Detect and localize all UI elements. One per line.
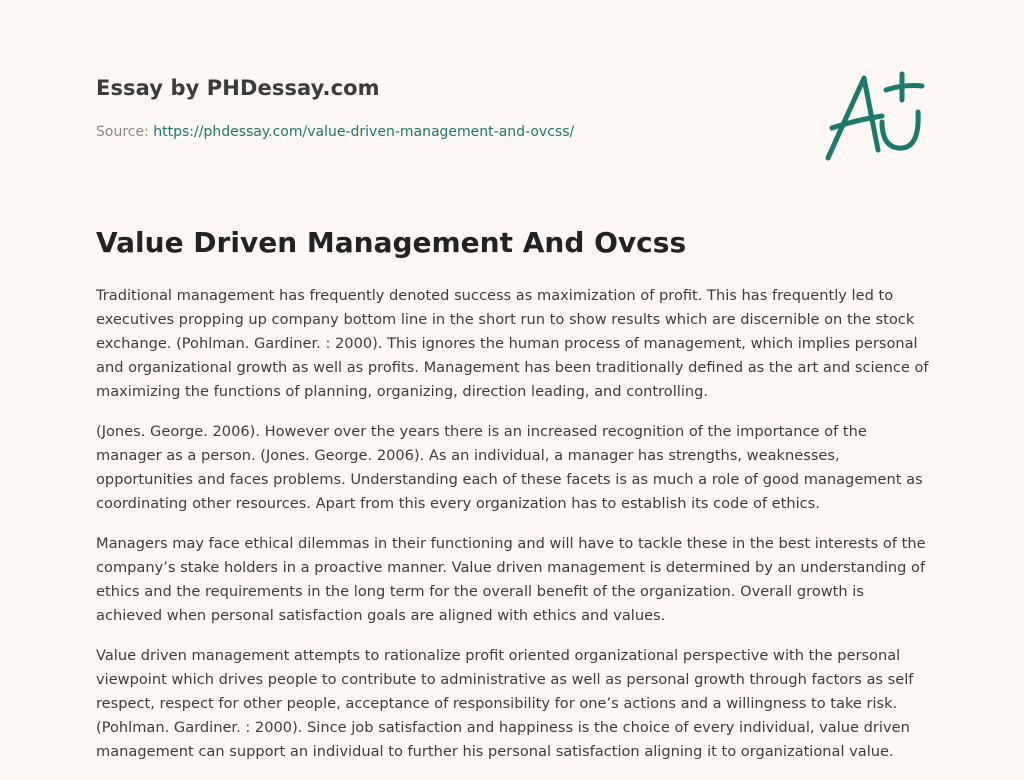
essay-title: Value Driven Management And Ovcss xyxy=(96,226,687,259)
site-title: Essay by PHDessay.com xyxy=(96,76,380,100)
essay-page xyxy=(96,0,930,780)
essay-paragraph-4: Value driven management attempts to rationalize profit oriented organizational perspective with the personal viewpoint which drives people to contribute to administrative as well as personal growth through factors as self respect, respect for other people, acceptance of responsibility for one’s actions and a willingness to take risk. (Pohlman. Gardiner. : 2000). Since job satisfaction and happiness is the choice of every individual, value driven management can support an individual to further his personal satisfaction aligning it to organizational value. xyxy=(96,647,914,760)
source-label: Source: xyxy=(96,124,154,140)
source-line xyxy=(96,124,574,140)
essay-paragraph-1: Traditional management has frequently denoted success as maximization of profit. This has frequently led to executives propping up company bottom line in the short run to show results which are discernible on the stock exchange. (Pohlman. Gardiner. : 2000). This ignores the human process of management, which implies personal and organizational growth as well as profits. Management has been traditionally defined as the art and science of maximizing the functions of planning, organizing, direction leading, and controlling. xyxy=(96,287,929,400)
essay-body xyxy=(96,284,930,780)
source-link[interactable]: https://phdessay.com/value-driven-management-and-ovcss/ xyxy=(153,124,575,140)
essay-paragraph-3: Managers may face ethical dilemmas in their functioning and will have to tackle these in the best interests of the company’s stake holders in a proactive manner. Value driven management is determined by an understanding of ethics and the requirements in the long term for the overall benefit of the organization. Overall growth is achieved when personal satisfaction goals are aligned with ethics and values. xyxy=(96,535,926,624)
essay-paragraph-2: (Jones. George. 2006). However over the years there is an increased recognition of the importance of the manager as a person. (Jones. George. 2006). As an individual, a manager has strengths, weaknesses, opportunities and faces problems. Understanding each of these facets is as much a role of good management as coordinating other resources. Apart from this every organization has to establish its code of ethics. xyxy=(96,423,923,512)
a-plus-grade-logo-icon xyxy=(820,66,930,166)
